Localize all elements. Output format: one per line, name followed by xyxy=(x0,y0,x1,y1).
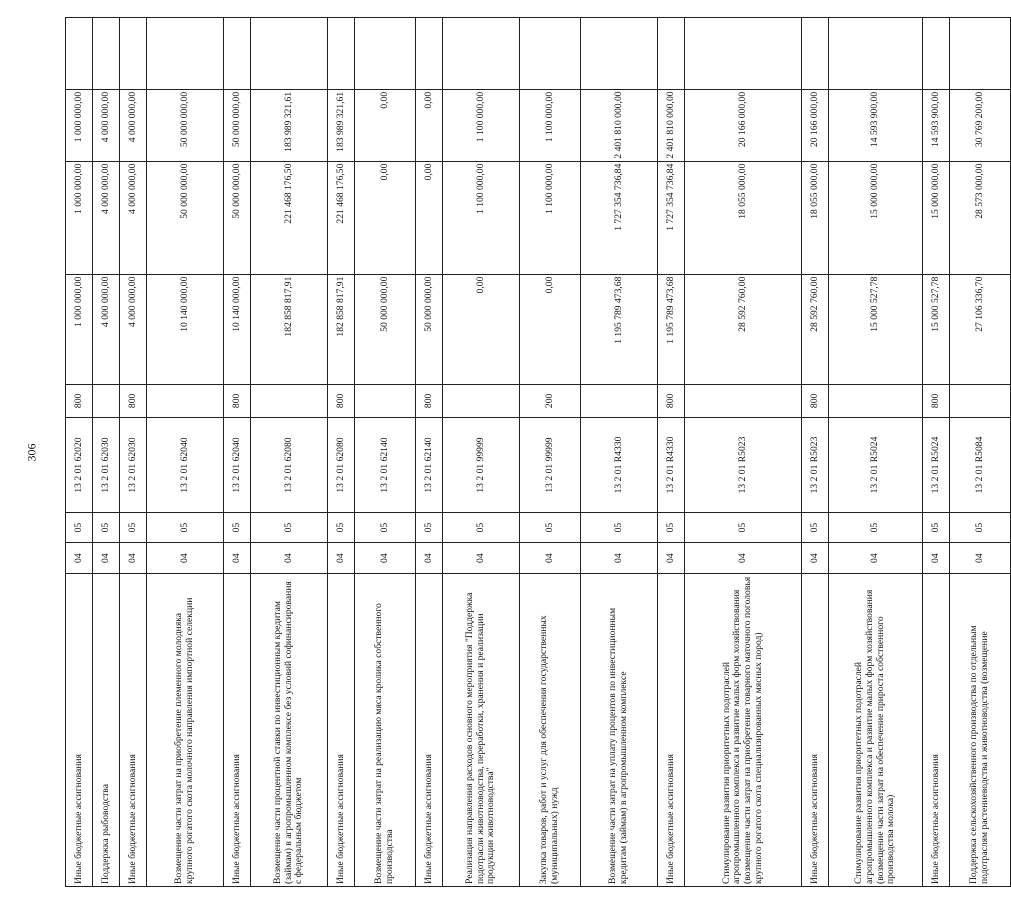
target-article-cell: 13 2 01 62030 xyxy=(93,418,120,513)
subsection-code-cell: 05 xyxy=(443,512,520,543)
table-row xyxy=(66,18,93,887)
amount-cell-4 xyxy=(658,18,685,90)
amount-cell-2: 50 000 000,00 xyxy=(224,161,251,274)
amount-cell-3: 50 000 000,00 xyxy=(147,89,224,161)
amount-cell-3: 2 401 810 000,00 xyxy=(581,89,658,161)
target-article-cell: 13 2 01 62080 xyxy=(251,418,328,513)
row-name-cell: Поддержка рыбоводства xyxy=(93,573,120,886)
amount-cell-1: 10 140 000,00 xyxy=(147,274,224,384)
section-code-cell: 04 xyxy=(443,543,520,574)
section-code-cell: 04 xyxy=(802,543,829,574)
row-name-cell: Реализация направления расходов основного мероприятия "Поддержка подотрасли животноводства, переработки, хранения и реализации продукции животноводства" xyxy=(443,573,520,886)
section-code-cell: 04 xyxy=(120,543,147,574)
rotated-page xyxy=(65,17,990,887)
amount-cell-4 xyxy=(251,18,328,90)
expense-type-cell: 800 xyxy=(658,384,685,418)
amount-cell-2: 1 727 354 736,84 xyxy=(581,161,658,274)
amount-cell-2: 1 100 000,00 xyxy=(443,161,520,274)
expense-type-cell: 800 xyxy=(224,384,251,418)
section-code-cell: 04 xyxy=(93,543,120,574)
amount-cell-3: 0,00 xyxy=(416,89,443,161)
row-name-cell: Иные бюджетные ассигнования xyxy=(416,573,443,886)
row-name-cell: Закупка товаров, работ и услуг для обеспечения государственных (муниципальных) нужд xyxy=(520,573,581,886)
table-row xyxy=(581,18,658,887)
amount-cell-3: 183 989 321,61 xyxy=(328,89,355,161)
target-article-cell: 13 2 01 99999 xyxy=(520,418,581,513)
expense-type-cell: 800 xyxy=(328,384,355,418)
amount-cell-2: 221 468 176,50 xyxy=(251,161,328,274)
amount-cell-2: 4 000 000,00 xyxy=(120,161,147,274)
amount-cell-4 xyxy=(355,18,416,90)
row-name-cell: Иные бюджетные ассигнования xyxy=(224,573,251,886)
amount-cell-4 xyxy=(120,18,147,90)
amount-cell-2: 221 468 176,50 xyxy=(328,161,355,274)
subsection-code-cell: 05 xyxy=(93,512,120,543)
amount-cell-1: 0,00 xyxy=(520,274,581,384)
row-name-cell: Иные бюджетные ассигнования xyxy=(802,573,829,886)
subsection-code-cell: 05 xyxy=(251,512,328,543)
row-name-cell: Возмещение части затрат на уплату процентов по инвестиционным кредитам (займам) в агропромышленном комплексе xyxy=(581,573,658,886)
subsection-code-cell: 05 xyxy=(923,512,950,543)
expense-type-cell: 800 xyxy=(923,384,950,418)
expense-type-cell xyxy=(443,384,520,418)
table-row xyxy=(443,18,520,887)
row-name-cell: Иные бюджетные ассигнования xyxy=(923,573,950,886)
amount-cell-4 xyxy=(443,18,520,90)
amount-cell-3: 1 000 000,00 xyxy=(66,89,93,161)
table-row xyxy=(658,18,685,887)
amount-cell-1: 1 000 000,00 xyxy=(66,274,93,384)
amount-cell-3: 20 166 000,00 xyxy=(802,89,829,161)
table-row xyxy=(802,18,829,887)
subsection-code-cell: 05 xyxy=(520,512,581,543)
expense-type-cell xyxy=(581,384,658,418)
section-code-cell: 04 xyxy=(328,543,355,574)
amount-cell-4 xyxy=(328,18,355,90)
amount-cell-3: 14 593 900,00 xyxy=(923,89,950,161)
expense-type-cell: 800 xyxy=(416,384,443,418)
amount-cell-2: 1 100 000,00 xyxy=(520,161,581,274)
amount-cell-3: 183 989 321,61 xyxy=(251,89,328,161)
section-code-cell: 04 xyxy=(355,543,416,574)
expense-type-cell: 800 xyxy=(802,384,829,418)
expense-type-cell xyxy=(355,384,416,418)
amount-cell-4 xyxy=(416,18,443,90)
expense-type-cell xyxy=(147,384,224,418)
row-name-cell: Иные бюджетные ассигнования xyxy=(658,573,685,886)
amount-cell-2: 0,00 xyxy=(416,161,443,274)
subsection-code-cell: 05 xyxy=(120,512,147,543)
target-article-cell: 13 2 01 62080 xyxy=(328,418,355,513)
section-code-cell: 04 xyxy=(416,543,443,574)
amount-cell-1: 4 000 000,00 xyxy=(120,274,147,384)
subsection-code-cell: 05 xyxy=(950,512,1011,543)
section-code-cell: 04 xyxy=(923,543,950,574)
section-code-cell: 04 xyxy=(685,543,802,574)
section-code-cell: 04 xyxy=(251,543,328,574)
amount-cell-2: 18 055 000,00 xyxy=(802,161,829,274)
subsection-code-cell: 05 xyxy=(355,512,416,543)
target-article-cell: 13 2 01 62040 xyxy=(147,418,224,513)
subsection-code-cell: 05 xyxy=(581,512,658,543)
amount-cell-3: 1 100 000,00 xyxy=(520,89,581,161)
section-code-cell: 04 xyxy=(66,543,93,574)
target-article-cell: 13 2 01 R5023 xyxy=(802,418,829,513)
expense-type-cell xyxy=(950,384,1011,418)
amount-cell-1: 1 195 789 473,68 xyxy=(658,274,685,384)
row-name-cell: Стимулирование развития приоритетных подотраслей агропромышленного комплекса и развитие малых форм хозяйствования (возмещение части затрат на обеспечение прироста собственного производства молока) xyxy=(829,573,923,886)
target-article-cell: 13 2 01 R5024 xyxy=(829,418,923,513)
table-row xyxy=(224,18,251,887)
amount-cell-3: 1 100 000,00 xyxy=(443,89,520,161)
amount-cell-4 xyxy=(581,18,658,90)
section-code-cell: 04 xyxy=(224,543,251,574)
expense-type-cell: 800 xyxy=(120,384,147,418)
table-row xyxy=(251,18,328,887)
target-article-cell: 13 2 01 R5084 xyxy=(950,418,1011,513)
target-article-cell: 13 2 01 R4330 xyxy=(658,418,685,513)
amount-cell-2: 28 573 000,00 xyxy=(950,161,1011,274)
subsection-code-cell: 05 xyxy=(328,512,355,543)
amount-cell-3: 4 000 000,00 xyxy=(93,89,120,161)
section-code-cell: 04 xyxy=(658,543,685,574)
target-article-cell: 13 2 01 R5024 xyxy=(923,418,950,513)
section-code-cell: 04 xyxy=(829,543,923,574)
table-row xyxy=(520,18,581,887)
row-name-cell: Поддержка сельскохозяйственного производства по отдельным подотраслям растениеводства и животноводства (возмещение xyxy=(950,573,1011,886)
row-name-cell: Иные бюджетные ассигнования xyxy=(328,573,355,886)
amount-cell-4 xyxy=(923,18,950,90)
amount-cell-3: 4 000 000,00 xyxy=(120,89,147,161)
amount-cell-2: 1 727 354 736,84 xyxy=(658,161,685,274)
amount-cell-1: 182 858 817,91 xyxy=(251,274,328,384)
amount-cell-2: 15 000 000,00 xyxy=(923,161,950,274)
amount-cell-1: 50 000 000,00 xyxy=(355,274,416,384)
target-article-cell: 13 2 01 62140 xyxy=(355,418,416,513)
amount-cell-1: 0,00 xyxy=(443,274,520,384)
table-row xyxy=(685,18,802,887)
expense-type-cell xyxy=(251,384,328,418)
amount-cell-1: 28 592 760,00 xyxy=(685,274,802,384)
table-row xyxy=(829,18,923,887)
subsection-code-cell: 05 xyxy=(802,512,829,543)
amount-cell-3: 30 769 200,00 xyxy=(950,89,1011,161)
amount-cell-2: 1 000 000,00 xyxy=(66,161,93,274)
amount-cell-1: 182 858 817,91 xyxy=(328,274,355,384)
target-article-cell: 13 2 01 62140 xyxy=(416,418,443,513)
table-row xyxy=(355,18,416,887)
row-name-cell: Возмещение части затрат на приобретение племенного молодняка крупного рогатого скота молочного направления импортной селекции xyxy=(147,573,224,886)
amount-cell-1: 10 140 000,00 xyxy=(224,274,251,384)
target-article-cell: 13 2 01 99999 xyxy=(443,418,520,513)
amount-cell-4 xyxy=(950,18,1011,90)
subsection-code-cell: 05 xyxy=(658,512,685,543)
table-row xyxy=(147,18,224,887)
subsection-code-cell: 05 xyxy=(685,512,802,543)
amount-cell-3: 14 593 900,00 xyxy=(829,89,923,161)
target-article-cell: 13 2 01 62040 xyxy=(224,418,251,513)
table-row xyxy=(328,18,355,887)
row-name-cell: Иные бюджетные ассигнования xyxy=(66,573,93,886)
amount-cell-3: 0,00 xyxy=(355,89,416,161)
amount-cell-1: 50 000 000,00 xyxy=(416,274,443,384)
section-code-cell: 04 xyxy=(520,543,581,574)
amount-cell-1: 28 592 760,00 xyxy=(802,274,829,384)
amount-cell-3: 2 401 810 000,00 xyxy=(658,89,685,161)
amount-cell-2: 0,00 xyxy=(355,161,416,274)
target-article-cell: 13 2 01 62030 xyxy=(120,418,147,513)
amount-cell-2: 4 000 000,00 xyxy=(93,161,120,274)
section-code-cell: 04 xyxy=(581,543,658,574)
target-article-cell: 13 2 01 R4330 xyxy=(581,418,658,513)
budget-table xyxy=(65,17,1011,887)
amount-cell-4 xyxy=(147,18,224,90)
section-code-cell: 04 xyxy=(950,543,1011,574)
budget-table-body xyxy=(66,18,1011,887)
amount-cell-4 xyxy=(66,18,93,90)
amount-cell-2: 15 000 000,00 xyxy=(829,161,923,274)
subsection-code-cell: 05 xyxy=(224,512,251,543)
amount-cell-4 xyxy=(520,18,581,90)
subsection-code-cell: 05 xyxy=(66,512,93,543)
row-name-cell: Иные бюджетные ассигнования xyxy=(120,573,147,886)
expense-type-cell xyxy=(685,384,802,418)
table-row xyxy=(416,18,443,887)
amount-cell-1: 27 106 336,70 xyxy=(950,274,1011,384)
amount-cell-4 xyxy=(829,18,923,90)
expense-type-cell: 200 xyxy=(520,384,581,418)
amount-cell-3: 50 000 000,00 xyxy=(224,89,251,161)
amount-cell-3: 20 166 000,00 xyxy=(685,89,802,161)
expense-type-cell xyxy=(829,384,923,418)
amount-cell-2: 50 000 000,00 xyxy=(147,161,224,274)
section-code-cell: 04 xyxy=(147,543,224,574)
page-number: 306 xyxy=(24,443,39,462)
subsection-code-cell: 05 xyxy=(147,512,224,543)
table-row xyxy=(950,18,1011,887)
amount-cell-4 xyxy=(685,18,802,90)
row-name-cell: Возмещение части затрат на реализацию мяса кролика собственного производства xyxy=(355,573,416,886)
amount-cell-1: 15 000 527,78 xyxy=(923,274,950,384)
table-row xyxy=(923,18,950,887)
expense-type-cell xyxy=(93,384,120,418)
row-name-cell: Стимулирование развития приоритетных подотраслей агропромышленного комплекса и развитие малых форм хозяйствования (возмещение части затрат на приобретение товарного маточного поголовья крупного рогатого скота специализированных мясных пород) xyxy=(685,573,802,886)
amount-cell-1: 4 000 000,00 xyxy=(93,274,120,384)
table-row xyxy=(120,18,147,887)
target-article-cell: 13 2 01 62020 xyxy=(66,418,93,513)
amount-cell-2: 18 055 000,00 xyxy=(685,161,802,274)
subsection-code-cell: 05 xyxy=(829,512,923,543)
amount-cell-4 xyxy=(802,18,829,90)
amount-cell-4 xyxy=(93,18,120,90)
table-row xyxy=(93,18,120,887)
target-article-cell: 13 2 01 R5023 xyxy=(685,418,802,513)
subsection-code-cell: 05 xyxy=(416,512,443,543)
amount-cell-1: 1 195 789 473,68 xyxy=(581,274,658,384)
expense-type-cell: 800 xyxy=(66,384,93,418)
amount-cell-1: 15 000 527,78 xyxy=(829,274,923,384)
row-name-cell: Возмещение части процентной ставки по инвестиционным кредитам (займам) в агропромышленном комплексе без условий софинансирования с федеральным бюджетом xyxy=(251,573,328,886)
amount-cell-4 xyxy=(224,18,251,90)
